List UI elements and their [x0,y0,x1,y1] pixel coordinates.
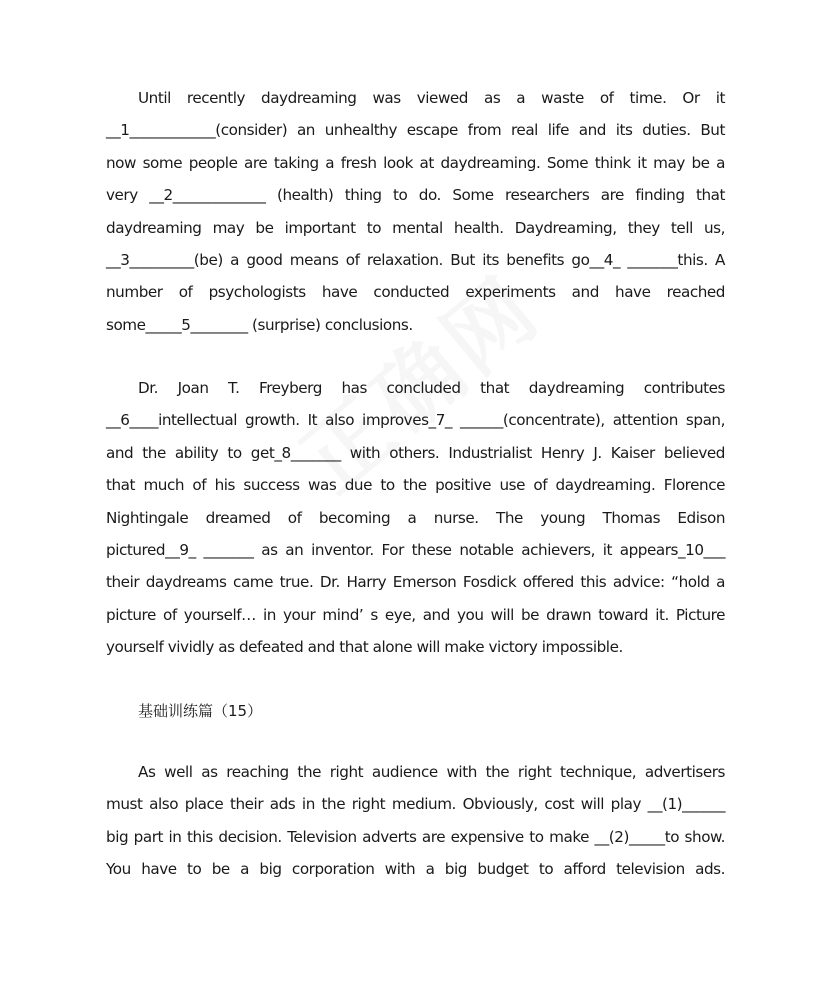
text-line: Dr. Joan T. Freyberg has concluded that daydreaming contributes [138,379,725,397]
text-line: that much of his success was due to the positive use of daydreaming. Florence [106,476,725,495]
section-heading: 基础训练篇（15） [138,702,263,720]
text-line: must also place their ads in the right medium. Obviously, cost will play __(1)______ [106,795,725,814]
text-line: daydreaming may be important to mental health. Daydreaming, they tell us, [106,218,725,237]
text-line: and the ability to get_8_______ with others. Industrialist Henry J. Kaiser believed [106,443,725,462]
text-line: You have to be a big corporation with a big budget to afford television ads. [106,860,725,879]
text-line: now some people are taking a fresh look at daydreaming. Some think it may be a [106,153,725,172]
text-line: __6____intellectual growth. It also improves_7_ ______(concentrate), attention span, [106,411,725,430]
text-line: their daydreams came true. Dr. Harry Emerson Fosdick offered this advice: “hold a [106,573,725,592]
passage-daydreaming-part1 [106,82,725,341]
passage-advertising [106,756,725,886]
text-line: some_____5________ (surprise) conclusions. [106,315,413,334]
text-line: Until recently daydreaming was viewed as a waste of time. Or it [138,89,725,107]
text-line: number of psychologists have conducted experiments and have reached [106,283,725,302]
text-line: __3_________(be) a good means of relaxation. But its benefits go__4_ _______this. A [106,250,725,269]
text-line: Nightingale dreamed of becoming a nurse. The young Thomas Edison [106,508,725,527]
text-line: picture of yourself… in your mind’ s eye, and you will be drawn toward it. Picture [106,605,725,624]
text-line: yourself vividly as defeated and that alone will make victory impossible. [106,638,623,657]
text-line: As well as reaching the right audience with the right technique, advertisers [138,763,725,781]
text-line: very __2_____________ (health) thing to do. Some researchers are finding that [106,186,725,205]
text-line: big part in this decision. Television adverts are expensive to make __(2)_____to show. [106,827,725,846]
text-line: __1____________(consider) an unhealthy escape from real life and its duties. But [106,121,725,140]
text-line: pictured__9_ _______ as an inventor. For these notable achievers, it appears_10___ [106,540,725,559]
passage-daydreaming-part2 [106,372,725,664]
